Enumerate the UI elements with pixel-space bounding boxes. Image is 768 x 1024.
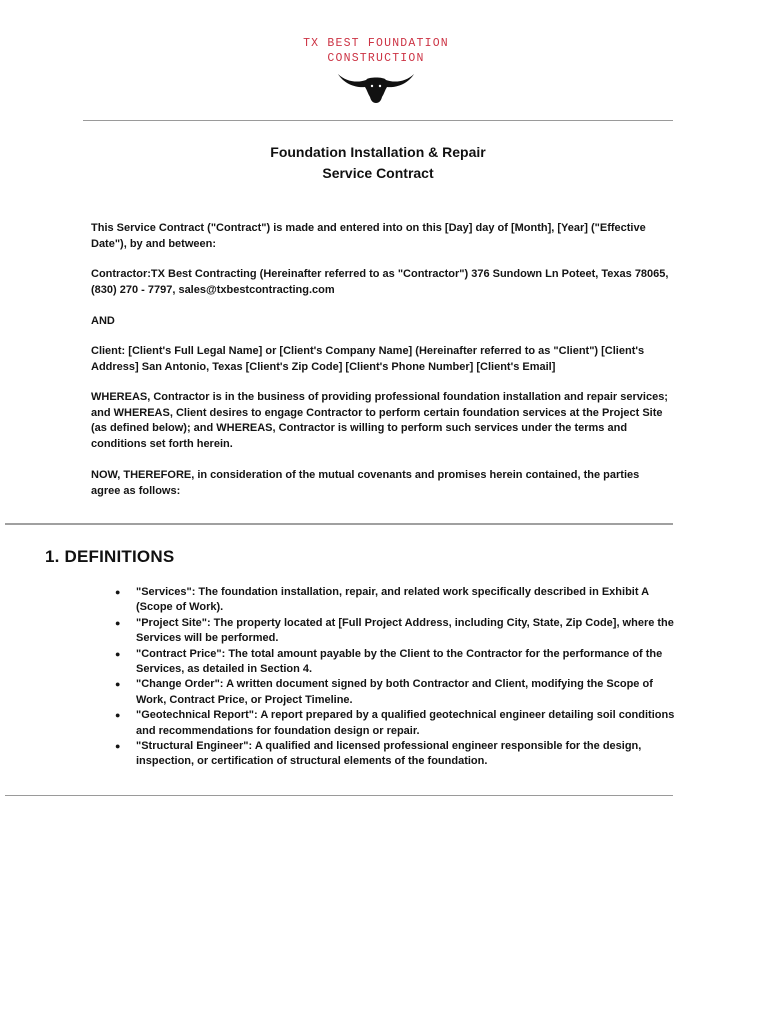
definition-text: "Contract Price": The total amount payable by the Client to the Contractor for the performance of the Services, as detailed in Section 4.	[136, 647, 663, 676]
definitions-heading: 1. DEFINITIONS	[45, 547, 175, 566]
definition-item	[115, 677, 680, 708]
bullet-icon: ●	[115, 617, 121, 628]
title-line-2: Service Contract	[322, 165, 434, 181]
definition-item	[115, 708, 680, 739]
bullet-icon: ●	[115, 710, 121, 721]
definition-text: "Change Order": A written document signed by both Contractor and Client, modifying the Scope of Work, Contract Price, or Project Timeline.	[136, 678, 653, 706]
definition-text: "Services": The foundation installation, repair, and related work specifically described in Exhibit A (Scope of Work).	[136, 586, 649, 614]
definition-item	[115, 647, 680, 678]
intro-paragraph: This Service Contract ("Contract") is made and entered into on this [Day] day of [Month], [Year] ("Effective Date"), by and between:	[91, 222, 646, 250]
contractor-paragraph: Contractor:TX Best Contracting (Hereinafter referred to as "Contractor") 376 Sundown Ln Poteet, Texas 78065, (830) 270 - 7797, sales@txbestcontracting.com	[91, 268, 669, 296]
section-divider	[5, 523, 673, 525]
title-line-1: Foundation Installation & Repair	[270, 144, 486, 160]
company-logo	[0, 36, 752, 104]
bullet-icon: ●	[115, 679, 121, 690]
and-paragraph: AND	[91, 315, 115, 327]
definitions-list	[115, 585, 680, 770]
whereas-paragraph: WHEREAS, Contractor is in the business of providing professional foundation installation and repair services; and WHEREAS, Client desires to engage Contractor to perform certain foundation services at the Project Site (as defined below); and WHEREAS, Contractor is willing to perform such services under the terms and conditions set forth herein.	[91, 391, 668, 450]
definition-text: "Structural Engineer": A qualified and licensed professional engineer responsible for the design, inspection, or certification of structural elements of the foundation.	[136, 740, 642, 768]
bullet-icon: ●	[115, 648, 121, 659]
definition-item	[115, 739, 680, 770]
definition-item	[115, 616, 680, 647]
definition-item	[115, 585, 680, 616]
definition-text: "Geotechnical Report": A report prepared by a qualified geotechnical engineer detailing soil conditions and recommendations for foundation design or repair.	[136, 709, 675, 737]
longhorn-icon	[336, 68, 416, 104]
bullet-icon: ●	[115, 587, 121, 597]
bottom-divider	[5, 795, 673, 796]
logo-text-line-2: CONSTRUCTION	[327, 52, 425, 65]
document-title	[0, 142, 756, 184]
top-divider	[83, 120, 673, 121]
now-therefore-paragraph: NOW, THEREFORE, in consideration of the mutual covenants and promises herein contained, the parties agree as follows:	[91, 469, 640, 497]
client-paragraph: Client: [Client's Full Legal Name] or [Client's Company Name] (Hereinafter referred to as "Client") [Client's Address] San Antonio, Texas [Client's Zip Code] [Client's Phone Number] [Client's Email]	[91, 345, 645, 373]
definition-text: "Project Site": The property located at [Full Project Address, including City, State, Zip Code], where the Services will be performed.	[136, 616, 674, 645]
bullet-icon: ●	[115, 741, 121, 752]
logo-text-line-1: TX BEST FOUNDATION	[303, 37, 449, 50]
